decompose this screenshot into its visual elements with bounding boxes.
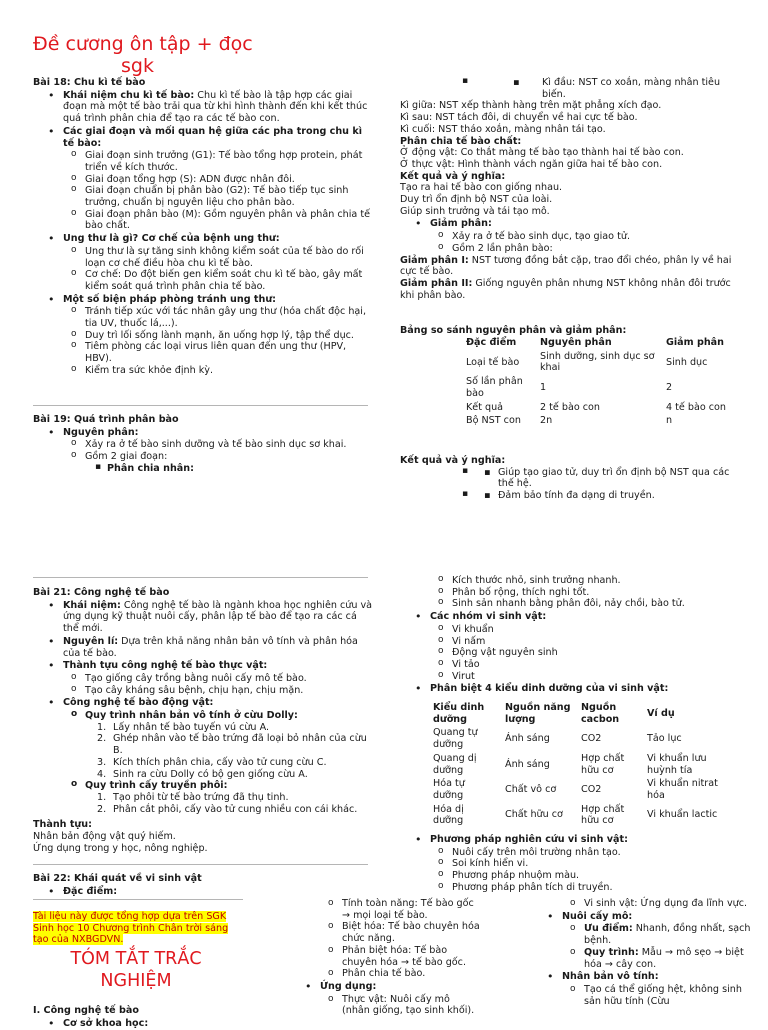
list-item — [33, 126, 373, 149]
table-cell: Bộ NST con — [466, 415, 521, 427]
item-text: Dựa trên khả năng nhân bản vô tính và phân hóa của tế bào. — [63, 635, 358, 659]
paragraph — [400, 278, 745, 301]
sub-item: o Vi khuẩn — [400, 624, 745, 636]
table-cell: Loại tế bào — [466, 356, 520, 368]
numbered-item: 1. Lấy nhân tế bào tuyến vú cừu A. — [97, 721, 270, 733]
paragraph: Ở động vật: Co thắt màng tế bào tạo thành hai tế bào con. — [400, 147, 684, 159]
list-item — [400, 834, 745, 846]
item-label: Các giai đoạn và mối quan hệ giữa các pha trong chu kì tế bào: — [63, 125, 363, 149]
sub-item: o Tính toàn năng: Tế bào gốc → mọi loại tế bào. — [290, 898, 480, 921]
item-label: Công nghệ tế bào động vật: — [63, 697, 214, 709]
divider — [33, 899, 243, 900]
sub-item: o Xảy ra ở tế bào sinh dưỡng và tế bào sinh dục sơ khai. — [33, 439, 373, 451]
paragraph: Giúp sinh trưởng và tái tạo mô. — [400, 205, 550, 217]
section-1-heading: I. Công nghệ tế bào — [33, 1005, 139, 1016]
sub-sub-item: ▪ Phân chia nhân: — [33, 463, 373, 475]
table-cell: 1 — [540, 381, 547, 393]
list-item — [33, 233, 373, 245]
sub-item: o Soi kính hiển vi. — [400, 858, 745, 870]
sub-item: o Phương pháp nhuộm màu. — [400, 870, 745, 882]
item-text: Mẫu → mô sẹo → biệt hóa → cây con. — [584, 946, 744, 970]
table-cell: CO2 — [581, 733, 602, 745]
item-label: Nguyên phân: — [63, 426, 139, 438]
sub-item — [532, 923, 756, 946]
table-cell: CO2 — [581, 784, 602, 796]
sub-item: o Tránh tiếp xúc với tác nhân gây ung thư (hóa chất độc hại, tia UV, thuốc lá,...). — [33, 306, 373, 329]
lesson-18-section — [33, 77, 373, 377]
summary-title-line-1: TÓM TẮT TRẮC — [70, 949, 202, 969]
lesson-19-section — [33, 414, 373, 475]
sub-item: o Duy trì lối sống lành mạnh, ăn uống hợp lý, tập thể dục. — [33, 330, 373, 342]
summary-title — [36, 949, 236, 993]
sub-item: o Giai đoạn tổng hợp (S): ADN được nhân đôi. — [33, 174, 373, 186]
item-text: Nhanh, đồng nhất, sạch bệnh. — [584, 923, 751, 947]
numbered-item: 3. Kích thích phân chia, cấy vào tử cung cừu C. — [97, 756, 327, 768]
sub-item: o Thực vật: Nuôi cấy mô (nhân giống, tạo sinh khối). — [290, 994, 480, 1017]
microbe-section — [400, 575, 745, 696]
item-label: Khái niệm: — [63, 599, 121, 611]
list-item — [33, 697, 373, 709]
sub-item: o Kiểm tra sức khỏe định kỳ. — [33, 365, 373, 377]
sub-item: o Vi nấm — [400, 636, 745, 648]
item-label: Một số biện pháp phòng tránh ung thư: — [63, 293, 276, 305]
table-cell: Hợp chất hữu cơ — [581, 752, 625, 776]
sub-item: o Phản biệt hóa: Tế bào chuyên hóa → tế bào gốc. — [290, 945, 480, 968]
lesson-21-section — [33, 587, 373, 854]
table-cell: Quang dị dưỡng — [433, 752, 477, 776]
item-label: Nuôi cấy mô: — [562, 910, 633, 922]
item-label: Giảm phân II: — [400, 277, 473, 289]
item-label: Giảm phân: — [430, 218, 492, 230]
sub-item: o Tiêm phòng các loại virus liên quan đến ung thư (HPV, HBV). — [33, 341, 373, 364]
table-cell: 4 tế bào con — [666, 401, 726, 413]
section-1 — [33, 1005, 293, 1030]
table-cell: Kết quả — [466, 401, 504, 413]
table-cell: Hóa dị dưỡng — [433, 803, 464, 827]
table-header-row — [462, 336, 732, 350]
sub-item: o Phân bố rộng, thích nghi tốt. — [400, 587, 745, 599]
table-header-cell: Nguồn năng lượng — [505, 702, 571, 725]
item-label: Ứng dụng: — [320, 980, 377, 992]
table-header-cell: Kiểu dinh dưỡng — [433, 702, 485, 725]
sub-item: o Gồm 2 giai đoạn: — [33, 451, 373, 463]
cell-tech-basis — [290, 898, 480, 1017]
research-methods — [400, 833, 745, 894]
sub-item: o Sinh sản nhanh bằng phân đôi, nảy chồi, bào tử. — [400, 598, 745, 610]
sub-item: o Ung thư là sự tăng sinh không kiểm soát của tế bào do rối loạn cơ chế điều hòa chu kì tế bào. — [33, 246, 373, 269]
source-note — [33, 911, 245, 946]
paragraph: Ứng dụng trong y học, nông nghiệp. — [33, 842, 208, 854]
item-text: Ghép nhân vào tế bào trứng đã loại bỏ nhân của cừu B. — [113, 733, 367, 757]
item-text: Tạo phôi từ tế bào trứng đã thụ tinh. — [113, 791, 289, 803]
divider — [33, 577, 368, 578]
item-label: Ung thư là gì? Cơ chế của bệnh ung thư: — [63, 233, 280, 245]
table-cell: Chất vô cơ — [505, 784, 557, 796]
sub-item: o Gồm 2 lần phân bào: — [400, 243, 745, 255]
numbered-item: 4. Sinh ra cừu Dolly có bộ gen giống cừu A. — [97, 768, 308, 780]
item-label: Nhân bản vô tính: — [562, 971, 659, 983]
table-header-cell: Ví dụ — [647, 707, 675, 719]
item-label: Phương pháp nghiên cứu vi sinh vật: — [430, 834, 628, 845]
table-cell: 2n — [540, 415, 553, 427]
table-row — [429, 803, 729, 828]
table-cell: Ánh sáng — [505, 733, 550, 745]
comparison-table — [462, 336, 732, 428]
table-title: Bảng so sánh nguyên phân và giảm phân: — [400, 325, 627, 336]
table-cell: Vi khuẩn lưu huỳnh tía — [647, 752, 707, 776]
list-item — [33, 427, 373, 439]
table-cell: Sinh dưỡng, sinh dục sơ khai — [540, 350, 655, 374]
item-text: Sinh ra cừu Dolly có bộ gen giống cừu A. — [113, 768, 308, 780]
item-label: Đặc điểm: — [63, 885, 118, 897]
item-label: Các nhóm vi sinh vật: — [430, 611, 547, 623]
table-header-row — [429, 701, 729, 726]
sub-item: o Vi tảo — [400, 659, 745, 671]
table-cell: 2 — [666, 381, 673, 393]
paragraph: Kì cuối: NST tháo xoắn, màng nhân tái tạo. — [400, 123, 606, 135]
mitosis-continued — [400, 77, 745, 301]
item-text: Giúp tạo giao tử, duy trì ổn định bộ NST qua các thế hệ. — [498, 466, 730, 490]
list-item — [532, 911, 756, 923]
paragraph: Tạo ra hai tế bào con giống nhau. — [400, 182, 563, 194]
list-item — [400, 611, 745, 623]
item-label: Giảm phân I: — [400, 254, 469, 266]
table-row — [462, 414, 732, 428]
table-row — [462, 401, 732, 415]
paragraph-heading: Kết quả và ý nghĩa: — [400, 455, 506, 466]
item-text: Công nghệ tế bào là ngành khoa học nghiên cứu và ứng dụng kỹ thuật nuôi cấy, phân lập tế bào để tạo ra các cá thể mới. — [63, 599, 373, 635]
item-text: Giống nguyên phân nhưng NST không nhân đôi trước khi phân bào. — [400, 277, 731, 301]
table-cell: Sinh dục — [666, 356, 708, 368]
list-item — [33, 886, 373, 898]
table-cell: n — [666, 415, 673, 427]
paragraph-heading: Phân chia tế bào chất: — [400, 135, 522, 147]
paragraph: Kì giữa: NST xếp thành hàng trên mặt phẳng xích đạo. — [400, 100, 662, 112]
paragraph — [400, 255, 745, 278]
list-item — [33, 90, 373, 125]
numbered-item: 2. Phân cắt phôi, cấy vào tử cung nhiều con cái khác. — [97, 803, 358, 815]
sub-sub-item: ▪ ▪ Kì đầu: NST co xoắn, màng nhân tiêu biến. — [400, 77, 745, 100]
table-cell: Số lần phân bào — [466, 376, 523, 399]
table-header-cell: Nguyên phân — [540, 337, 612, 348]
item-label: Cơ sở khoa học: — [63, 1017, 149, 1029]
list-item — [400, 218, 745, 230]
sub-item: o Tạo cây kháng sâu bệnh, chịu hạn, chịu mặn. — [33, 685, 373, 697]
item-text: Kích thích phân chia, cấy vào tử cung cừu C. — [113, 756, 327, 768]
sub-item: o Vi sinh vật: Ứng dụng đa lĩnh vực. — [532, 898, 756, 910]
sub-item: o Cơ chế: Do đột biến gen kiểm soát chu kì tế bào, gây mất kiểm soát quá trình phân chia tế bào. — [33, 269, 373, 292]
nutrition-table — [429, 701, 729, 828]
numbered-item: 2. Ghép nhân vào tế bào trứng đã loại bỏ nhân của cừu B. — [97, 733, 367, 757]
table-header-cell: Nguồn cacbon — [581, 702, 620, 725]
table-cell: Chất hữu cơ — [505, 809, 563, 821]
item-text: Chu kì tế bào là tập hợp các giai đoạn mà một tế bào trải qua từ khi hình thành đến khi kết thúc quá trình phân chia để tạo ra các tế bào con. — [63, 89, 368, 125]
sub-item: o Biệt hóa: Tế bào chuyên hóa chức năng. — [290, 921, 480, 944]
sub-item: o Tạo giống cây trồng bằng nuôi cấy mô tế bào. — [33, 673, 373, 685]
table-cell: Hợp chất hữu cơ — [581, 803, 625, 827]
lesson-18-heading: Bài 18: Chu kì tế bào — [33, 77, 146, 88]
list-item — [33, 660, 373, 672]
sub-sub-item: ▪ ▪ Đảm bảo tính đa dạng di truyền. — [400, 490, 745, 502]
highlighted-note: Tài liệu này được tổng hợp dựa trên SGK Sinh học 10 Chương trình Chân trời sáng tạo của NXBGDVN. — [33, 911, 229, 946]
paragraph-heading: Thành tựu: — [33, 819, 92, 831]
table-row — [429, 777, 729, 802]
table-cell: 2 tế bào con — [540, 401, 600, 413]
sub-item: o Giai đoạn phân bào (M): Gồm nguyên phân và phân chia tế bào chất. — [33, 209, 373, 232]
list-item — [33, 294, 373, 306]
paragraph: Kì sau: NST tách đôi, di chuyển về hai cực tế bào. — [400, 112, 638, 124]
sub-item: o Phương pháp phân tích di truyền. — [400, 882, 745, 894]
item-text: Phân cắt phôi, cấy vào tử cung nhiều con cái khác. — [113, 803, 358, 815]
sub-item: o Giai đoạn sinh trưởng (G1): Tế bào tổng hợp protein, phát triển về kích thước. — [33, 150, 373, 173]
sub-item: o Quy trình cấy truyền phôi: — [33, 780, 373, 792]
divider — [33, 405, 368, 406]
sub-item: o Động vật nguyên sinh — [400, 647, 745, 659]
meiosis-result — [400, 455, 745, 502]
table-cell: Tảo lục — [647, 733, 682, 745]
summary-title-line-2: NGHIỆM — [100, 970, 172, 991]
item-text: Lấy nhân tế bào tuyến vú cừu A. — [113, 721, 270, 733]
sub-item: o Virut — [400, 671, 745, 683]
item-text: Đảm bảo tính đa dạng di truyền. — [498, 490, 655, 502]
lesson-19-heading: Bài 19: Quá trình phân bào — [33, 414, 179, 425]
table-cell: Vi khuẩn nitrat hóa — [647, 778, 718, 801]
lesson-22-section — [33, 873, 373, 898]
item-label: Phân biệt 4 kiểu dinh dưỡng của vi sinh vật: — [430, 683, 669, 695]
document-title — [33, 33, 273, 78]
item-text: NST tương đồng bắt cặp, trao đổi chéo, phân ly về hai cực tế bào. — [400, 254, 732, 278]
list-item — [532, 971, 756, 983]
table-cell: Ánh sáng — [505, 758, 550, 770]
table-header-cell: Giảm phân — [666, 337, 724, 348]
table-cell: Vi khuẩn lactic — [647, 809, 718, 821]
title-line-1: Đề cương ôn tập + đọc — [33, 33, 253, 55]
paragraph: Duy trì ổn định bộ NST của loài. — [400, 194, 553, 206]
table-row — [429, 752, 729, 777]
list-item — [400, 683, 745, 695]
divider — [33, 864, 368, 865]
item-label: Quy trình: — [584, 946, 639, 958]
sub-sub-item: ▪ ▪ Giúp tạo giao tử, duy trì ổn định bộ NST qua các thế hệ. — [400, 467, 745, 490]
paragraph: Ở thực vật: Hình thành vách ngăn giữa hai tế bào con. — [400, 158, 663, 170]
sub-item — [532, 947, 756, 970]
table-cell: Hóa tự dưỡng — [433, 778, 465, 801]
sub-item: o Nuôi cấy trên môi trường nhân tạo. — [400, 847, 745, 859]
sub-item: o Xảy ra ở tế bào sinh dục, tạo giao tử. — [400, 231, 745, 243]
item-label: Khái niệm chu kì tế bào: — [63, 89, 195, 101]
item-text: Kì đầu: NST co xoắn, màng nhân tiêu biến. — [542, 77, 721, 100]
table-row — [462, 350, 732, 375]
table-cell: Quang tự dưỡng — [433, 727, 478, 751]
numbered-item: 1. Tạo phôi từ tế bào trứng đã thụ tinh. — [97, 791, 289, 803]
item-label: Nguyên lí: — [63, 635, 119, 647]
list-item — [33, 636, 373, 659]
title-line-2: sgk — [121, 55, 154, 78]
sub-item: o Tạo cá thể giống hệt, không sinh sản hữu tính (Cừu — [532, 984, 756, 1007]
paragraph-heading: Kết quả và ý nghĩa: — [400, 170, 506, 182]
list-item — [290, 981, 480, 993]
lesson-21-heading: Bài 21: Công nghệ tế bào — [33, 587, 170, 598]
item-label: Thành tựu công nghệ tế bào thực vật: — [63, 660, 268, 672]
sub-item: o Kích thước nhỏ, sinh trưởng nhanh. — [400, 575, 745, 587]
sub-item: o Giai đoạn chuẩn bị phân bào (G2): Tế bào tiếp tục sinh trưởng, chuẩn bị nguyên liệu cho phân bào. — [33, 185, 373, 208]
table-row — [429, 726, 729, 751]
list-item — [33, 600, 373, 635]
applications — [532, 898, 756, 1007]
table-header-cell: Đặc điểm — [466, 337, 517, 348]
sub-item: o Quy trình nhân bản vô tính ở cừu Dolly: — [33, 710, 373, 722]
lesson-22-heading: Bài 22: Khái quát về vi sinh vật — [33, 873, 202, 884]
sub-item: o Phân chia tế bào. — [290, 968, 480, 980]
paragraph: Nhân bản động vật quý hiếm. — [33, 831, 176, 843]
item-label: Ưu điểm: — [584, 923, 633, 935]
table-row — [462, 375, 732, 400]
